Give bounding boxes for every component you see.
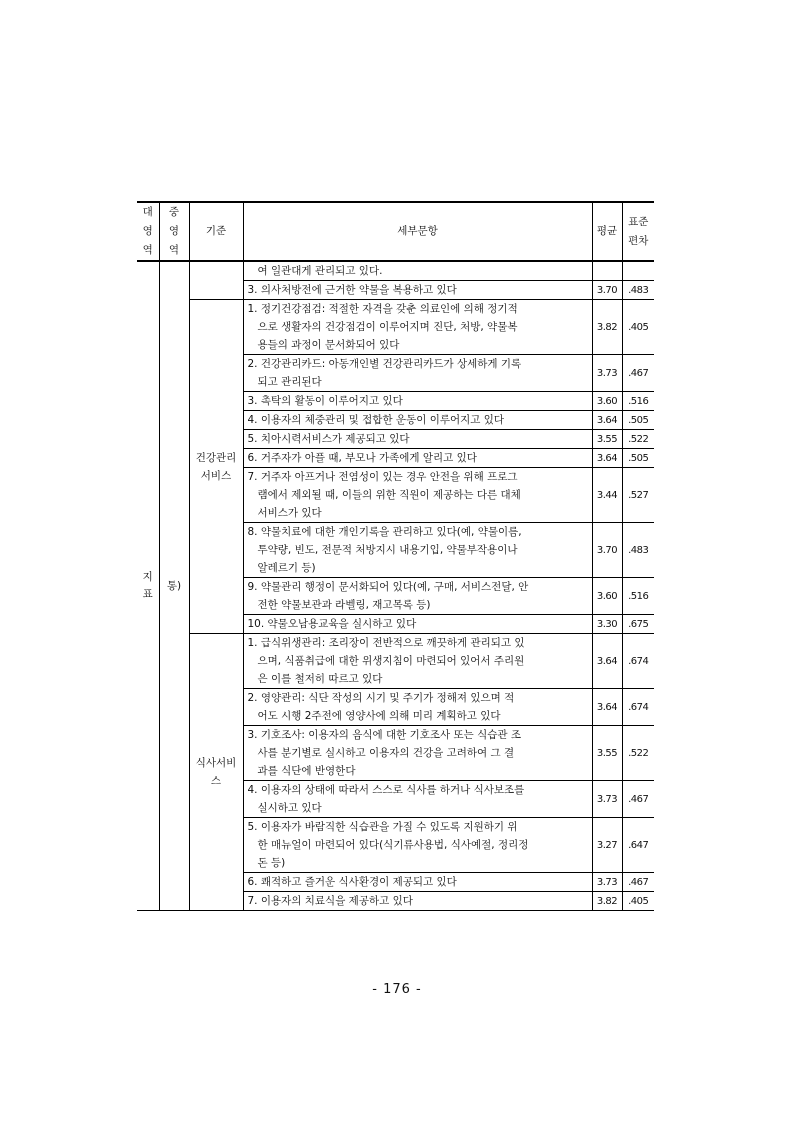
item-line: 6. 쾌적하고 즐거운 식사환경이 제공되고 있다 [247, 876, 457, 888]
sd-cell: .483 [622, 523, 654, 578]
item-line: 4. 이용자의 체중관리 및 접합한 운동이 이루어지고 있다 [247, 414, 505, 426]
header-item: 세부문항 [243, 202, 592, 261]
mean-cell: 3.64 [592, 411, 622, 430]
header-mean: 평균 [592, 202, 622, 261]
mean-cell: 3.60 [592, 578, 622, 615]
table-row [137, 261, 654, 281]
item-cell [243, 281, 592, 300]
mean-cell: 3.60 [592, 392, 622, 411]
dae-label-1: 지 [142, 571, 153, 583]
mean-cell: 3.73 [592, 873, 622, 892]
survey-table [137, 201, 654, 911]
header-dae-1: 대 [142, 206, 153, 218]
item-line: 2. 건강관리카드: 아동개인별 건강관리카드가 상세하게 기록 [247, 358, 522, 370]
mean-cell: 3.55 [592, 430, 622, 449]
item-line: 3. 촉탁의 활동이 이루어지고 있다 [247, 395, 403, 407]
mean-cell: 3.64 [592, 689, 622, 726]
item-line: 되고 관리된다 [257, 376, 322, 388]
mean-cell: 3.82 [592, 892, 622, 911]
header-sd-1: 표준 [628, 215, 649, 228]
criterion-cell-meal [189, 634, 243, 911]
mean-cell: 3.82 [592, 300, 622, 355]
sd-cell: .516 [622, 578, 654, 615]
header-jung-1: 중 [168, 206, 180, 218]
item-line: 9. 약물관리 행정이 문서화되어 있다(예, 구매, 서비스전달, 안 [247, 581, 529, 593]
item-cell [243, 892, 592, 911]
item-cell [243, 392, 592, 411]
item-cell [243, 781, 592, 818]
sd-cell: .467 [622, 781, 654, 818]
item-line: 램에서 제외될 때, 이들의 위한 직원이 제공하는 다른 대체 [257, 489, 521, 501]
sd-cell: .522 [622, 430, 654, 449]
table-header-row [137, 202, 654, 261]
sd-cell: .483 [622, 281, 654, 300]
header-sd-2: 편차 [628, 234, 649, 247]
mean-cell: 3.44 [592, 468, 622, 523]
criterion-cell-health [189, 300, 243, 634]
table-body [137, 261, 654, 911]
header-dae-3: 역 [142, 244, 153, 256]
item-line: 사를 분기별로 실시하고 이용자의 건강을 고려하여 그 결 [257, 747, 515, 759]
item-line: 2. 영양관리: 식단 작성의 시기 및 주기가 정해져 있으며 적 [247, 692, 515, 704]
item-line: 4. 이용자의 상태에 따라서 스스로 식사를 하거나 식사보조를 [247, 784, 525, 796]
sd-cell: .516 [622, 392, 654, 411]
sd-cell: .505 [622, 411, 654, 430]
criterion-health-1: 건강관리 [195, 451, 237, 464]
mean-cell: 3.70 [592, 523, 622, 578]
item-cell [243, 726, 592, 781]
item-cell [243, 449, 592, 468]
item-line: 으며, 식품취급에 대한 위생지침이 마련되어 있어서 주리원 [257, 655, 525, 667]
table-row [137, 634, 654, 689]
header-dae-2: 영 [142, 225, 153, 237]
page-number: - 176 - [372, 982, 422, 997]
criterion-meal-1: 식사서비 [195, 757, 237, 769]
mean-cell: 3.55 [592, 726, 622, 781]
mean-cell: 3.30 [592, 615, 622, 634]
item-line: 한 매뉴얼이 마련되어 있다(식기류사용법, 식사예절, 정리정 [257, 839, 529, 851]
sd-cell: .405 [622, 892, 654, 911]
jung-cell: 통) [159, 261, 189, 911]
dae-cell [137, 261, 159, 911]
item-line: 알레르기 등) [257, 562, 316, 574]
header-jung [159, 202, 189, 261]
item-cell [243, 689, 592, 726]
item-cell [243, 261, 592, 281]
item-line: 돈 등) [257, 857, 286, 869]
item-cell [243, 615, 592, 634]
sd-cell: .674 [622, 634, 654, 689]
sd-cell: .405 [622, 300, 654, 355]
item-line: 여 일관대게 관리되고 있다. [257, 265, 383, 277]
item-line: 3. 의사처방전에 근거한 약물을 복용하고 있다 [247, 284, 457, 296]
item-line: 3. 기호조사: 이용자의 음식에 대한 기호조사 또는 식습관 조 [247, 729, 522, 741]
item-cell [243, 578, 592, 615]
mean-cell: 3.64 [592, 449, 622, 468]
mean-cell: 3.70 [592, 281, 622, 300]
item-line: 투약량, 빈도, 전문적 처방지시 내용기입, 약물부작용이나 [257, 544, 518, 556]
item-line: 6. 거주자가 아플 때, 부모나 가족에게 알리고 있다 [247, 452, 477, 464]
sd-cell: .647 [622, 818, 654, 873]
item-line: 1. 정기건강점검: 적절한 자격을 갖춘 의료인에 의해 정기적 [247, 303, 518, 315]
item-cell [243, 818, 592, 873]
table-row [137, 300, 654, 355]
item-cell [243, 430, 592, 449]
item-cell [243, 634, 592, 689]
item-line: 서비스가 있다 [257, 507, 322, 519]
item-line: 으로 생활자의 건강점검이 이루어지며 진단, 처방, 약물복 [257, 321, 518, 333]
item-line: 과를 식단에 반영한다 [257, 765, 356, 777]
mean-cell: 3.73 [592, 355, 622, 392]
sd-cell: .505 [622, 449, 654, 468]
mean-cell: 3.27 [592, 818, 622, 873]
item-line: 은 이를 철저히 따르고 있다 [257, 673, 383, 685]
item-line: 7. 이용자의 치료식을 제공하고 있다 [247, 895, 413, 907]
header-sd [622, 202, 654, 261]
mean-cell [592, 261, 622, 281]
item-line: 7. 거주자 아프거나 전염성이 있는 경우 안전을 위해 프로그 [247, 471, 518, 483]
criterion-health-2: 서비스 [200, 469, 232, 482]
item-line: 용들의 과정이 문서화되어 있다 [257, 339, 400, 351]
header-dae [137, 202, 159, 261]
item-line: 8. 약물치료에 대한 개인기록을 관리하고 있다(예, 약물이름, [247, 526, 522, 538]
item-cell [243, 355, 592, 392]
header-criterion: 기준 [189, 202, 243, 261]
sd-cell: .467 [622, 355, 654, 392]
item-cell [243, 873, 592, 892]
sd-cell: .675 [622, 615, 654, 634]
item-line: 전한 약물보관과 라벨링, 재고목록 등) [257, 599, 431, 611]
sd-cell: .527 [622, 468, 654, 523]
item-cell [243, 523, 592, 578]
mean-cell: 3.73 [592, 781, 622, 818]
item-line: 실시하고 있다 [257, 802, 322, 814]
item-line: 10. 약물오남용교육을 실시하고 있다 [247, 618, 417, 630]
item-line: 1. 급식위생관리: 조리장이 전반적으로 깨끗하게 관리되고 있 [247, 637, 525, 649]
sd-cell: .674 [622, 689, 654, 726]
criterion-meal-2: 스 [210, 775, 222, 787]
sd-cell [622, 261, 654, 281]
item-cell [243, 411, 592, 430]
sd-cell: .467 [622, 873, 654, 892]
item-line: 5. 치아시력서비스가 제공되고 있다 [247, 433, 410, 445]
item-line: 5. 이용자가 바람직한 식습관을 가질 수 있도록 지원하기 위 [247, 821, 518, 833]
criterion-cell-prev [189, 261, 243, 300]
item-cell [243, 300, 592, 355]
mean-cell: 3.64 [592, 634, 622, 689]
item-cell [243, 468, 592, 523]
item-line: 어도 시행 2주전에 영양사에 의해 미리 계획하고 있다 [257, 710, 501, 722]
dae-label-2: 표 [142, 588, 153, 600]
sd-cell: .522 [622, 726, 654, 781]
header-jung-2: 영 [168, 225, 180, 237]
header-jung-3: 역 [168, 244, 180, 256]
